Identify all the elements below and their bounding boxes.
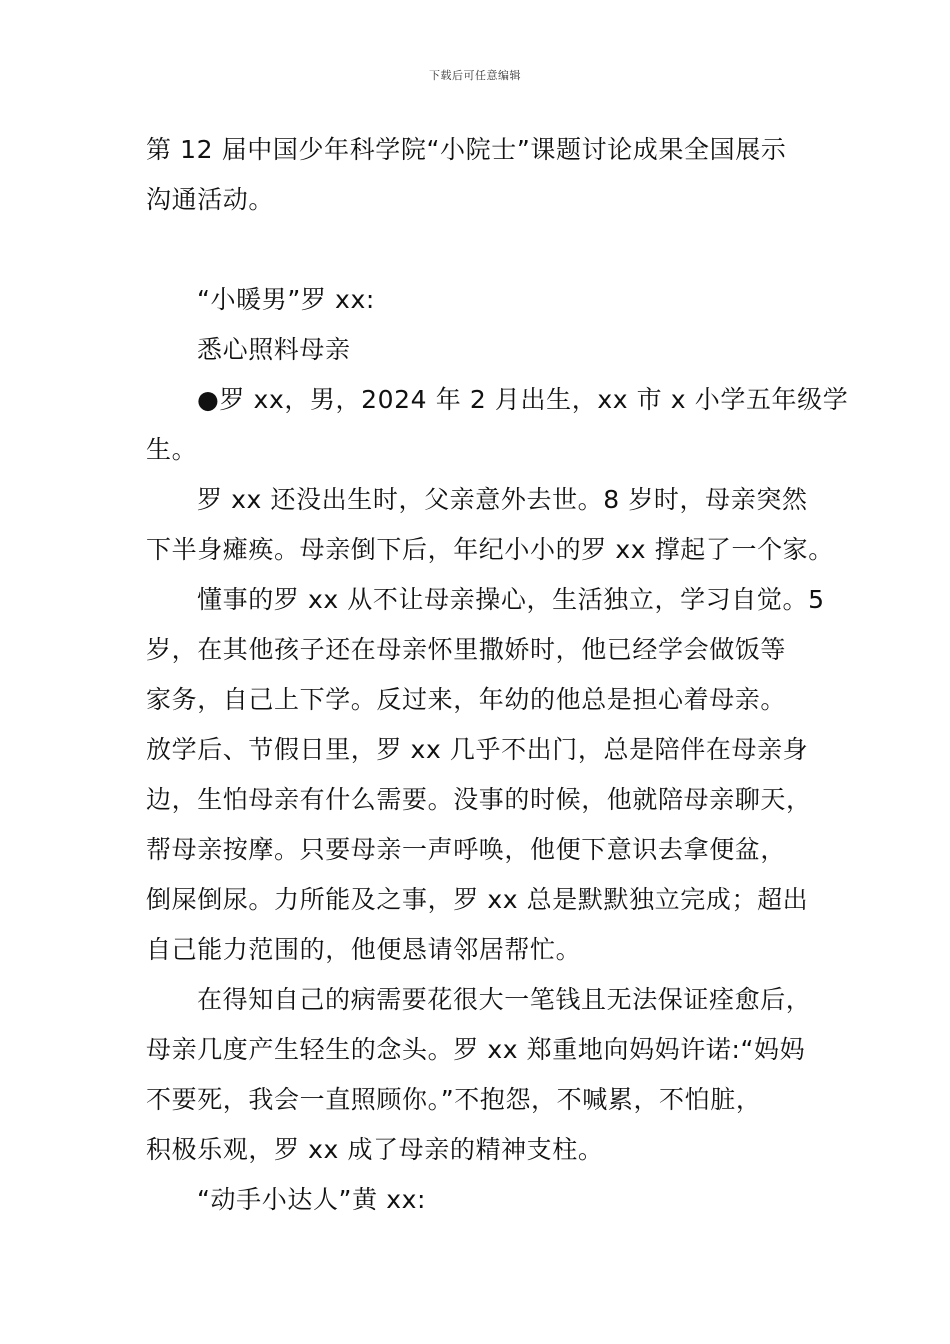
text-line: 岁，在其他孩子还在母亲怀里撒娇时，他已经学会做饭等 (146, 635, 787, 664)
text-line: 倒屎倒尿。力所能及之事，罗 xx 总是默默独立完成；超出 (146, 885, 809, 914)
text-line: 放学后、节假日里，罗 xx 几乎不出门，总是陪伴在母亲身 (146, 735, 809, 764)
section-heading: “小暖男”罗 xx: (197, 285, 375, 314)
text-line: ●罗 xx，男，2024 年 2 月出生，xx 市 x 小学五年级学 (197, 385, 849, 414)
text-line: 第 12 届中国少年科学院“小院士”课题讨论成果全国展示 (146, 135, 787, 164)
page-header: 下载后可任意编辑 (429, 69, 521, 82)
text-line: 下半身瘫痪。母亲倒下后，年纪小小的罗 xx 撑起了一个家。 (146, 535, 834, 564)
text-line: 母亲几度产生轻生的念头。罗 xx 郑重地向妈妈许诺:“妈妈 (146, 1035, 806, 1064)
text-line: 在得知自己的病需要花很大一笔钱且无法保证痊愈后， (197, 985, 812, 1014)
text-line: 家务，自己上下学。反过来，年幼的他总是担心着母亲。 (146, 685, 787, 714)
text-line: 积极乐观，罗 xx 成了母亲的精神支柱。 (146, 1135, 604, 1164)
text-line: 罗 xx 还没出生时，父亲意外去世。8 岁时，母亲突然 (197, 485, 808, 514)
text-line: 自己能力范围的，他便恳请邻居帮忙。 (146, 935, 582, 964)
text-line: 生。 (146, 435, 198, 464)
section-heading: “动手小达人”黄 xx: (197, 1185, 427, 1214)
text-line: 沟通活动。 (146, 185, 275, 214)
text-line: 不要死，我会一直照顾你。”不抱怨，不喊累，不怕脏， (146, 1085, 762, 1114)
text-line: 边，生怕母亲有什么需要。没事的时候，他就陪母亲聊天， (146, 785, 812, 814)
section-subtitle: 悉心照料母亲 (197, 335, 351, 364)
text-line: 懂事的罗 xx 从不让母亲操心，生活独立，学习自觉。5 (197, 585, 825, 614)
text-line: 帮母亲按摩。只要母亲一声呼唤，他便下意识去拿便盆， (146, 835, 787, 864)
